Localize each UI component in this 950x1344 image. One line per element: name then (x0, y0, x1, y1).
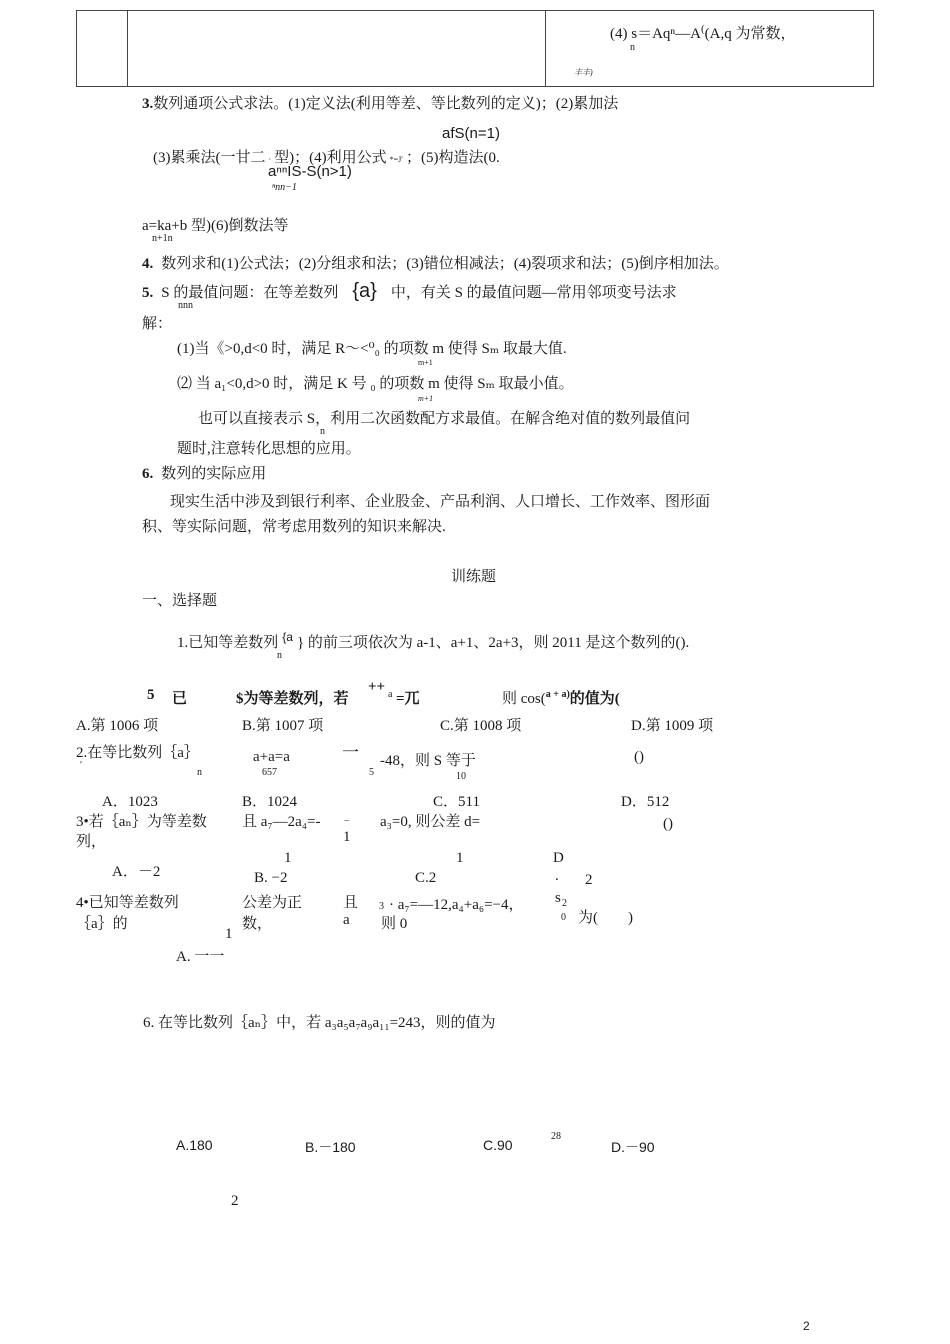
question-3-one: 1 (343, 829, 351, 845)
q6-option-c: C.90 (483, 1137, 513, 1153)
max-condition: (1)当《>0,d<0 时，满足 R～<⁰₀ 的项数 m 使得 Sₘ 取最大值. (177, 341, 567, 357)
q2-option-c: C．511 (433, 794, 480, 810)
clipped-char: 已 (172, 691, 188, 707)
question-2-mid-sub: 657 (262, 767, 277, 778)
question-4-s2: 2 (562, 898, 567, 909)
section-5-para: 也可以直接表示 S，利用二次函数配方求最值。在解含绝对值的数列最值问 (198, 411, 691, 427)
formula-cases-bottom: aⁿⁿIS-S(n>1) (268, 163, 352, 180)
page-number: 2 (803, 1319, 810, 1333)
question-1: 1.已知等差数列 $^{\{a}$ } 的前三项依次为 a-1、a+1、2a+3，则 2011 是这个数列的(). (177, 630, 690, 651)
question-4 (0, 890, 950, 932)
clipped-num: 5 (147, 687, 155, 703)
question-2-rest: -48，则 S 等于 (380, 753, 476, 769)
q1-option-a: A.第 1006 项 (76, 718, 159, 734)
section-3: 3.数列通项公式求法。(1)定义法(利用等差、等比数列的定义)；(2)累加法 (142, 96, 619, 112)
exercise-heading: 训练题 (451, 569, 497, 585)
question-4-end: 为( ) (578, 910, 633, 926)
question-2-sub: n (197, 767, 202, 778)
question-4-three: 3 (379, 901, 384, 912)
q3-option-a: A．－2 (112, 864, 161, 880)
max-condition-sub: m+1 (418, 358, 433, 367)
question-3-mid: 且 a₇—2a₄=- (242, 814, 321, 830)
question-4-s: s (555, 890, 561, 906)
q6-option-d: D.－90 (611, 1139, 655, 1155)
section-3-sub: n+1n (152, 233, 173, 244)
question-1-sub: n (277, 650, 282, 661)
q6-option-a: A.180 (176, 1137, 213, 1153)
section-6-para1: 现实生活中涉及到银行利率、企业股金、产品利润、人口增长、工作效率、图形面 (170, 494, 711, 510)
q2-option-b: B．1024 (242, 794, 298, 810)
section-5-para2: 题时,注意转化思想的应用。 (177, 441, 361, 457)
table-divider (127, 11, 128, 86)
question-2-dash: 一 (342, 743, 359, 762)
table-formula: (4) s＝Aqⁿ—A((A,q 为常数， (610, 23, 796, 42)
q2-option-a: A．1023 (102, 794, 158, 810)
section-5-sub: nnn (178, 300, 193, 311)
q1-option-c: C.第 1008 项 (440, 718, 522, 734)
question-2: 2.在等比数列｛a｝ (76, 745, 199, 761)
section-3-line3: a=ka+b 型)(6)倒数法等 (142, 218, 289, 234)
question-2-ten: 10 (456, 771, 466, 782)
formula-cases-sub: ⁿnn−1 (272, 182, 297, 193)
question-3-minus: − (344, 816, 350, 827)
clipped-mid: $为等差数列，若 (236, 691, 349, 707)
question-4-mid2: 数， (242, 916, 273, 932)
question-3-rest: a₃=0, 则公差 d= (380, 814, 481, 830)
q1-option-b: B.第 1007 项 (242, 718, 324, 734)
question-3: 3•若｛aₙ｝为等差数 (76, 814, 207, 830)
section-6-para2: 积、等实际问题，常考虑用数列的知识来解决. (142, 519, 446, 535)
min-condition-sub: m+1 (418, 394, 434, 403)
section-5: 5. S 的最值问题：在等差数列 {a} 中，有关 S 的最值问题—常用邻项变号法求 (142, 280, 677, 302)
q4-option-a: A. 一一 (176, 949, 225, 965)
question-4-a: a (343, 912, 350, 928)
question-4-stem2: ｛a｝的 (76, 916, 128, 932)
q3-option-d: D (553, 850, 564, 866)
table-divider (545, 11, 546, 86)
q3-option-b-num: 1 (284, 850, 292, 866)
question-2-five: 5 (369, 767, 374, 778)
clipped-a: a (388, 689, 393, 700)
question-4-s0: 0 (561, 912, 566, 923)
question-6-denominator: 2 (231, 1193, 239, 1209)
q3-option-d-val: 2 (585, 872, 593, 888)
clipped-right: 则 cos($^{a + a)}$的值为( (502, 689, 620, 707)
q3-option-c-num: 1 (456, 850, 464, 866)
clipped-plus: ++ (368, 679, 386, 695)
section-3-line2: (3)累乘法(一甘二 · 型)；(4)利用公式 *=Jʹ ；(5)构造法(0. (153, 150, 500, 166)
formula-cases-top: afS(n=1) (442, 125, 500, 142)
question-4-stem: 4•已知等差数列 (76, 895, 179, 911)
question-2-tick: ʹ (80, 760, 83, 771)
q2-option-d: D．512 (621, 794, 670, 810)
question-3-paren: () (663, 816, 673, 832)
q3-option-b: B. −2 (254, 870, 288, 886)
clipped-question-5 (0, 679, 950, 707)
section-5-cont: 解： (142, 316, 173, 332)
min-condition: ⑵ 当 a₁<0,d>0 时，满足 K 号 ₀ 的项数 m 使得 Sₘ 取最小值。 (177, 376, 574, 392)
question-2-mid: a+a=a (253, 749, 290, 765)
section-4: 4. 数列求和(1)公式法；(2)分组求和法；(3)错位相减法；(4)裂项求和法；(5)倒序相加法。 (142, 256, 729, 272)
q4-option-a-num: 1 (225, 926, 233, 942)
q3-option-d-dot: . (555, 868, 559, 884)
question-4-rest2: 则 0 (381, 916, 408, 932)
clipped-eq: =兀 (396, 691, 420, 707)
q6-option-b: B.－180 (305, 1139, 356, 1155)
question-4-rest: · a₇=—12,a₄+a₆=−4， (389, 897, 524, 913)
question-3-cont: 列， (76, 834, 107, 850)
q1-option-d: D.第 1009 项 (631, 718, 714, 734)
question-4-and: 且 (343, 895, 359, 911)
question-2-paren: () (634, 749, 644, 765)
question-4-mid: 公差为正 (242, 895, 303, 911)
section-6: 6. 数列的实际应用 (142, 466, 267, 482)
question-6: 6. 在等比数列｛aₙ｝中，若 a₃a₅a₇a₉a₁₁=243，则的值为 (143, 1015, 496, 1031)
question-6-fraction: 28 (551, 1131, 561, 1142)
section-5-para-sub: n (320, 426, 325, 437)
table-formula-note: 丰丰) (574, 68, 593, 77)
q3-option-c: C.2 (415, 870, 437, 886)
table-formula-sub: n (630, 42, 635, 53)
part-heading: 一、选择题 (142, 593, 218, 609)
